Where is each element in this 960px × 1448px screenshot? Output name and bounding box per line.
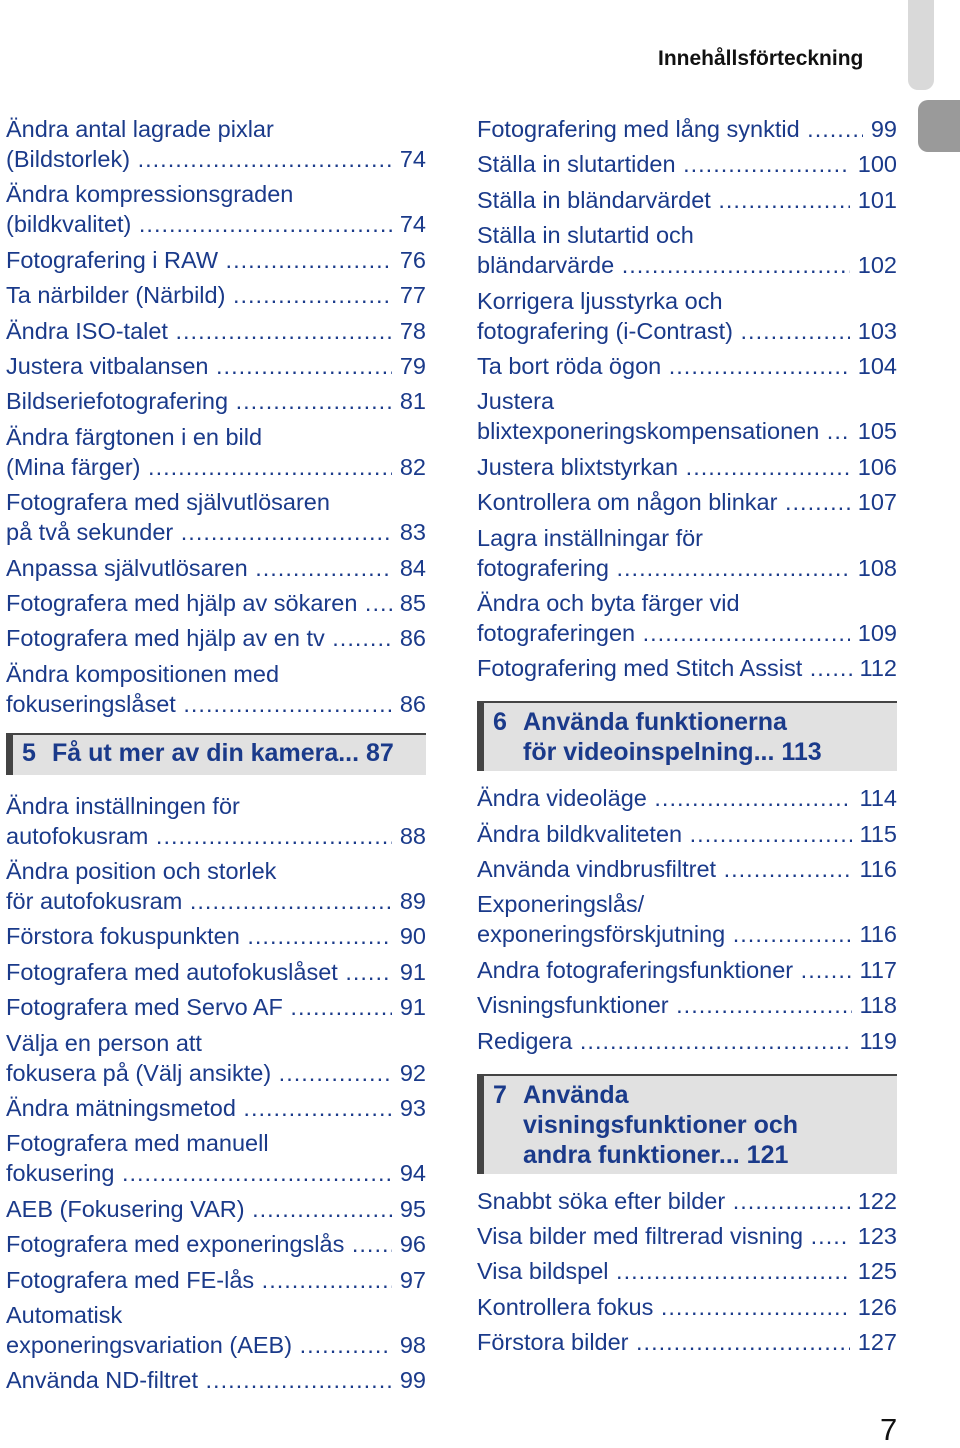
toc-entry-title	[477, 114, 863, 144]
toc-entry[interactable]	[477, 990, 897, 1020]
toc-entry-title	[477, 220, 850, 280]
toc-entry-page: 104	[857, 352, 897, 379]
toc-entry-title	[477, 185, 850, 215]
toc-entry-title	[477, 286, 850, 346]
chapter-number: 6	[493, 708, 507, 737]
toc-entry-title-line: Ställa in slutartiden .....	[477, 151, 850, 177]
page-number: 7	[880, 1412, 898, 1447]
toc-entry[interactable]	[6, 856, 426, 916]
toc-entry-page: 103	[857, 317, 897, 344]
toc-entry-title-line: fotograferingen .....	[477, 620, 850, 646]
toc-entry-page: 78	[399, 317, 426, 344]
toc-entry-title	[477, 1026, 852, 1056]
toc-entry-title	[477, 854, 852, 884]
toc-entry-title-line: Bildseriefotografering .....	[6, 388, 392, 414]
toc-entry-page: 82	[399, 453, 426, 480]
toc-entry-title-line-1: Ändra position och storlek	[6, 858, 277, 885]
toc-entry-title	[6, 422, 392, 482]
toc-entry-title-line: autofokusram .....	[6, 823, 392, 849]
toc-entry-page: 116	[859, 856, 897, 883]
toc-entry-title-line: fokuseringslåset .....	[6, 691, 392, 717]
toc-entry-page: 105	[857, 418, 897, 445]
toc-entry-title-line-1: Ändra inställningen för	[6, 792, 240, 819]
toc-entry-title-line: Justera vitbalansen .....	[6, 353, 392, 379]
toc-entry[interactable]	[477, 1256, 897, 1286]
toc-entry-title	[6, 588, 392, 618]
toc-entry-title	[6, 316, 392, 346]
toc-entry-page: 115	[859, 820, 897, 847]
toc-entry-title	[6, 791, 392, 851]
toc-right-column	[477, 114, 897, 1363]
toc-entry[interactable]	[477, 588, 897, 648]
toc-entry-title	[6, 487, 392, 547]
toc-entry[interactable]	[6, 1365, 426, 1395]
toc-entry[interactable]	[477, 854, 897, 884]
toc-entry[interactable]	[6, 1028, 426, 1088]
toc-entry-page: 86	[399, 625, 426, 652]
toc-entry-title-line: fokusering .....	[6, 1160, 392, 1186]
chapter-page: 87	[366, 738, 394, 767]
toc-entry[interactable]	[6, 386, 426, 416]
toc-entry-title-line-1: Automatisk	[6, 1301, 123, 1328]
toc-entry-title-line: Fotografera med autofokuslåset .....	[6, 959, 392, 985]
toc-entry[interactable]	[6, 114, 426, 174]
toc-entry-title-line: Använda ND-filtret .....	[6, 1367, 392, 1393]
toc-entry-title-line: Fotografering i RAW .....	[6, 247, 392, 273]
chapter-number: 5	[22, 738, 36, 767]
toc-entry-title	[6, 1028, 392, 1088]
toc-entry-title	[477, 1256, 850, 1286]
toc-entry[interactable]	[6, 1194, 426, 1224]
toc-entry-title-line: Ändra mätningsmetod .....	[6, 1095, 392, 1121]
toc-entry-title	[6, 386, 392, 416]
toc-entry-page: 92	[399, 1059, 426, 1086]
toc-entry-title-line: (bildkvalitet) .....	[6, 211, 392, 237]
toc-entry-page: 98	[399, 1331, 426, 1358]
toc-entry-title-line: Ta bort röda ögon .....	[477, 353, 850, 379]
toc-entry-title	[6, 856, 392, 916]
toc-entry-title-line: Ändra ISO-talet .....	[6, 318, 392, 344]
toc-entry-title	[6, 1229, 392, 1259]
toc-entry-page: 84	[399, 554, 426, 581]
toc-entry-title	[6, 1194, 392, 1224]
toc-entry-page: 77	[399, 282, 426, 309]
toc-entry-title	[477, 523, 850, 583]
toc-entry-page: 90	[399, 923, 426, 950]
toc-entry-title-line: exponeringsförskjutning .....	[477, 921, 852, 947]
toc-entry-title	[477, 386, 850, 446]
toc-entry-title-line: fotografering (i-Contrast) .....	[477, 318, 850, 344]
toc-entry-title-line: bländarvärde .....	[477, 252, 850, 278]
toc-entry-page: 74	[399, 211, 426, 238]
toc-list-right-b	[477, 783, 897, 1055]
toc-entry[interactable]	[477, 114, 897, 144]
toc-entry[interactable]	[6, 1300, 426, 1360]
toc-entry-page: 99	[399, 1367, 426, 1394]
toc-entry-page: 97	[399, 1266, 426, 1293]
toc-entry-page: 118	[859, 992, 897, 1019]
toc-entry-title-line: Förstora bilder .....	[477, 1329, 850, 1355]
toc-entry[interactable]	[6, 588, 426, 618]
toc-entry-page: 95	[399, 1195, 426, 1222]
toc-entry-title	[477, 351, 850, 381]
toc-entry-title	[477, 819, 852, 849]
toc-entry[interactable]	[477, 1292, 897, 1322]
toc-entry[interactable]	[6, 1093, 426, 1123]
toc-entry[interactable]	[477, 523, 897, 583]
toc-entry-page: 101	[857, 186, 897, 213]
toc-entry[interactable]	[6, 487, 426, 547]
toc-entry-title-line: Fotografera med hjälp av en tv .....	[6, 625, 392, 651]
toc-entry-page: 96	[399, 1231, 426, 1258]
toc-entry-title-line: Fotografera med hjälp av sökaren .....	[6, 590, 392, 616]
toc-entry-page: 116	[859, 921, 897, 948]
toc-entry-title-line: Anpassa självutlösaren .....	[6, 555, 392, 581]
toc-entry-page: 91	[399, 958, 426, 985]
toc-entry-page: 114	[859, 785, 897, 812]
chapter-page: 113	[781, 738, 822, 767]
page-header-title: Innehållsförteckning	[658, 47, 864, 70]
toc-entry-title	[477, 653, 852, 683]
toc-entry-title-line: Snabbt söka efter bilder .....	[477, 1188, 850, 1214]
toc-entry-title-line: på två sekunder .....	[6, 519, 392, 545]
toc-entry-title	[6, 1265, 392, 1295]
toc-entry[interactable]	[477, 487, 897, 517]
toc-entry[interactable]	[6, 316, 426, 346]
toc-entry[interactable]	[6, 623, 426, 653]
toc-entry-title	[6, 1365, 392, 1395]
toc-left-column	[6, 114, 426, 1401]
toc-entry-title-line: Ställa in bländarvärdet .....	[477, 187, 850, 213]
toc-entry[interactable]	[6, 957, 426, 987]
toc-entry-page: 76	[399, 246, 426, 273]
toc-entry-title-line: Justera blixtstyrkan .....	[477, 454, 850, 480]
toc-entry-page: 126	[857, 1293, 897, 1320]
toc-entry-title-line-1: Korrigera ljusstyrka och	[477, 287, 723, 314]
toc-entry-title-line: Visningsfunktioner .....	[477, 992, 852, 1018]
toc-entry-page: 88	[399, 822, 426, 849]
toc-entry[interactable]	[6, 179, 426, 239]
toc-entry[interactable]	[6, 1128, 426, 1188]
toc-entry-title-line-1: Lagra inställningar för	[477, 524, 703, 551]
toc-entry-page: 83	[399, 519, 426, 546]
toc-entry-page: 100	[857, 151, 897, 178]
toc-entry-title-line-1: Ändra och byta färger vid	[477, 589, 740, 616]
toc-entry[interactable]	[477, 819, 897, 849]
toc-entry-page: 108	[857, 554, 897, 581]
toc-entry-title-line: blixtexponeringskompensationen .....	[477, 418, 850, 444]
toc-entry-title-line-1: Justera	[477, 388, 555, 415]
toc-list-right-c	[477, 1186, 897, 1358]
toc-entry-page: 81	[399, 388, 426, 415]
toc-entry-title	[6, 280, 392, 310]
toc-entry-title	[6, 1128, 392, 1188]
chapter-5-heading[interactable]	[6, 733, 426, 775]
toc-entry-page: 112	[859, 655, 897, 682]
toc-entry-title-line: fokusera på (Välj ansikte) .....	[6, 1060, 392, 1086]
toc-entry-title	[477, 783, 852, 813]
chapter-7-heading[interactable]	[477, 1074, 897, 1174]
toc-entry-title	[477, 889, 852, 949]
toc-entry-title-line: exponeringsvariation (AEB) .....	[6, 1332, 392, 1358]
toc-entry-title	[6, 1300, 392, 1360]
toc-entry-title	[6, 114, 392, 174]
toc-entry[interactable]	[477, 783, 897, 813]
toc-entry[interactable]	[6, 791, 426, 851]
toc-entry-title-line: Fotografering med Stitch Assist .....	[477, 655, 852, 681]
toc-entry-title	[6, 351, 392, 381]
toc-entry-page: 93	[399, 1095, 426, 1122]
toc-entry[interactable]	[477, 286, 897, 346]
toc-entry[interactable]	[6, 553, 426, 583]
toc-entry[interactable]	[477, 1327, 897, 1357]
toc-entry-title-line: Andra fotograferingsfunktioner .....	[477, 957, 852, 983]
toc-entry[interactable]	[6, 921, 426, 951]
toc-entry-title-line: Ändra bildkvaliteten .....	[477, 821, 852, 847]
toc-entry-title	[477, 1186, 850, 1216]
toc-entry[interactable]	[477, 955, 897, 985]
toc-entry-title-line-1: Ändra kompressionsgraden	[6, 181, 294, 208]
toc-entry-title-line-1: Ändra antal lagrade pixlar	[6, 116, 274, 142]
toc-entry-title	[477, 955, 852, 985]
chapter-page: 121	[746, 1140, 789, 1169]
toc-entry-title-line: Kontrollera fokus .....	[477, 1294, 850, 1320]
toc-entry-title-line-1: Fotografera med manuell	[6, 1130, 269, 1157]
toc-entry-page: 94	[399, 1160, 426, 1187]
chapter-6-heading[interactable]	[477, 701, 897, 771]
chapter-title-line-2: för videoinspelning ...	[523, 738, 774, 766]
toc-entry-title	[6, 179, 392, 239]
toc-list-right-a	[477, 114, 897, 683]
toc-entry-title	[477, 1327, 850, 1357]
toc-entry-page: 125	[857, 1258, 897, 1285]
toc-entry-page: 99	[870, 116, 897, 142]
toc-entry-title	[6, 245, 392, 275]
toc-entry-title	[6, 623, 392, 653]
chapter-number: 7	[493, 1080, 507, 1109]
toc-entry[interactable]	[6, 422, 426, 482]
toc-entry[interactable]	[6, 351, 426, 381]
toc-entry-title-line: Visa bilder med filtrerad visning .....	[477, 1223, 850, 1249]
toc-entry[interactable]	[477, 386, 897, 446]
toc-entry-title	[477, 990, 852, 1020]
toc-entry[interactable]	[477, 889, 897, 949]
toc-entry-title-line: Fotografering med lång synktid .....	[477, 116, 863, 142]
toc-entry[interactable]	[6, 245, 426, 275]
toc-entry[interactable]	[6, 659, 426, 719]
toc-entry-page: 123	[857, 1223, 897, 1250]
toc-entry-title-line: Redigera .....	[477, 1028, 852, 1054]
toc-entry[interactable]	[6, 992, 426, 1022]
chapter-title-line-1: Använda	[523, 1080, 629, 1109]
toc-entry-title	[477, 1221, 850, 1251]
toc-entry[interactable]	[477, 351, 897, 381]
toc-entry-title-line: (Mina färger) .....	[6, 454, 392, 480]
toc-entry[interactable]	[477, 220, 897, 280]
toc-entry[interactable]	[477, 185, 897, 215]
toc-entry-title-line-1: Välja en person att	[6, 1029, 202, 1056]
toc-entry-page: 106	[857, 453, 897, 480]
toc-entry-title-line: Fotografera med Servo AF .....	[6, 994, 392, 1020]
chapter-title-line-3: andra funktioner ...	[523, 1141, 740, 1169]
toc-entry-title-line: AEB (Fokusering VAR) .....	[6, 1196, 392, 1222]
chapter-title-line-1: Använda funktionerna	[523, 708, 787, 737]
toc-entry-title	[477, 1292, 850, 1322]
toc-entry-title	[6, 1093, 392, 1123]
toc-entry-title-line: Använda vindbrusfiltret .....	[477, 856, 852, 882]
toc-entry-title-line: fotografering .....	[477, 555, 850, 581]
toc-entry[interactable]	[477, 452, 897, 482]
toc-entry-title	[6, 659, 392, 719]
toc-entry-page: 79	[399, 352, 426, 379]
toc-entry-title-line: (Bildstorlek) .....	[6, 146, 392, 172]
toc-entry-page: 86	[399, 690, 426, 717]
toc-entry-title-line-1: Ändra färgtonen i en bild	[6, 423, 263, 450]
toc-entry[interactable]	[6, 1265, 426, 1295]
toc-entry-title-line: Ändra videoläge .....	[477, 785, 852, 811]
toc-entry-title	[477, 452, 850, 482]
toc-list-left-b	[6, 791, 426, 1396]
toc-list-left-a	[6, 114, 426, 719]
toc-entry-title-line-1: Ändra kompositionen med	[6, 660, 280, 687]
toc-entry-title-line: Fotografera med exponeringslås .....	[6, 1231, 392, 1257]
toc-entry[interactable]	[6, 280, 426, 310]
toc-entry[interactable]	[477, 1186, 897, 1216]
toc-entry-title	[6, 957, 392, 987]
toc-entry-title-line-1: Ställa in slutartid och	[477, 222, 694, 249]
toc-entry-title	[6, 921, 392, 951]
toc-entry-title	[477, 588, 850, 648]
toc-entry[interactable]	[477, 1221, 897, 1251]
toc-entry-page: 119	[859, 1027, 897, 1054]
section-tab-light	[908, 0, 934, 90]
toc-entry-title-line-1: Fotografera med självutlösaren	[6, 489, 330, 516]
toc-entry[interactable]	[477, 653, 897, 683]
toc-entry-page: 117	[859, 956, 897, 983]
toc-entry-page: 107	[857, 489, 897, 516]
toc-entry-title-line: Visa bildspel .....	[477, 1258, 850, 1284]
toc-entry-page: 102	[857, 252, 897, 279]
chapter-title-line-2: visningsfunktioner och	[523, 1110, 799, 1139]
section-tab-dark	[918, 100, 960, 152]
toc-entry-page: 74	[399, 146, 426, 172]
toc-entry-title	[477, 149, 850, 179]
toc-entry-title-line: Förstora fokuspunkten .....	[6, 923, 392, 949]
toc-entry-title	[6, 553, 392, 583]
toc-entry-page: 89	[399, 888, 426, 915]
toc-entry-title	[6, 992, 392, 1022]
toc-entry-title-line: för autofokusram .....	[6, 888, 392, 914]
toc-entry[interactable]	[477, 149, 897, 179]
chapter-title: Få ut mer av din kamera ...	[52, 739, 359, 767]
toc-entry-title-line: Ta närbilder (Närbild) .....	[6, 282, 392, 308]
toc-entry-title-line: Kontrollera om någon blinkar .....	[477, 489, 850, 515]
toc-entry[interactable]	[477, 1026, 897, 1056]
toc-entry-page: 85	[399, 589, 426, 616]
toc-entry-title	[477, 487, 850, 517]
toc-entry-title-line: Fotografera med FE-lås .....	[6, 1267, 392, 1293]
toc-entry-page: 109	[857, 619, 897, 646]
toc-entry[interactable]	[6, 1229, 426, 1259]
toc-entry-title-line-1: Exponeringslås/	[477, 891, 645, 918]
toc-entry-page: 127	[857, 1329, 897, 1356]
toc-entry-page: 91	[399, 994, 426, 1021]
toc-entry-page: 122	[857, 1187, 897, 1214]
